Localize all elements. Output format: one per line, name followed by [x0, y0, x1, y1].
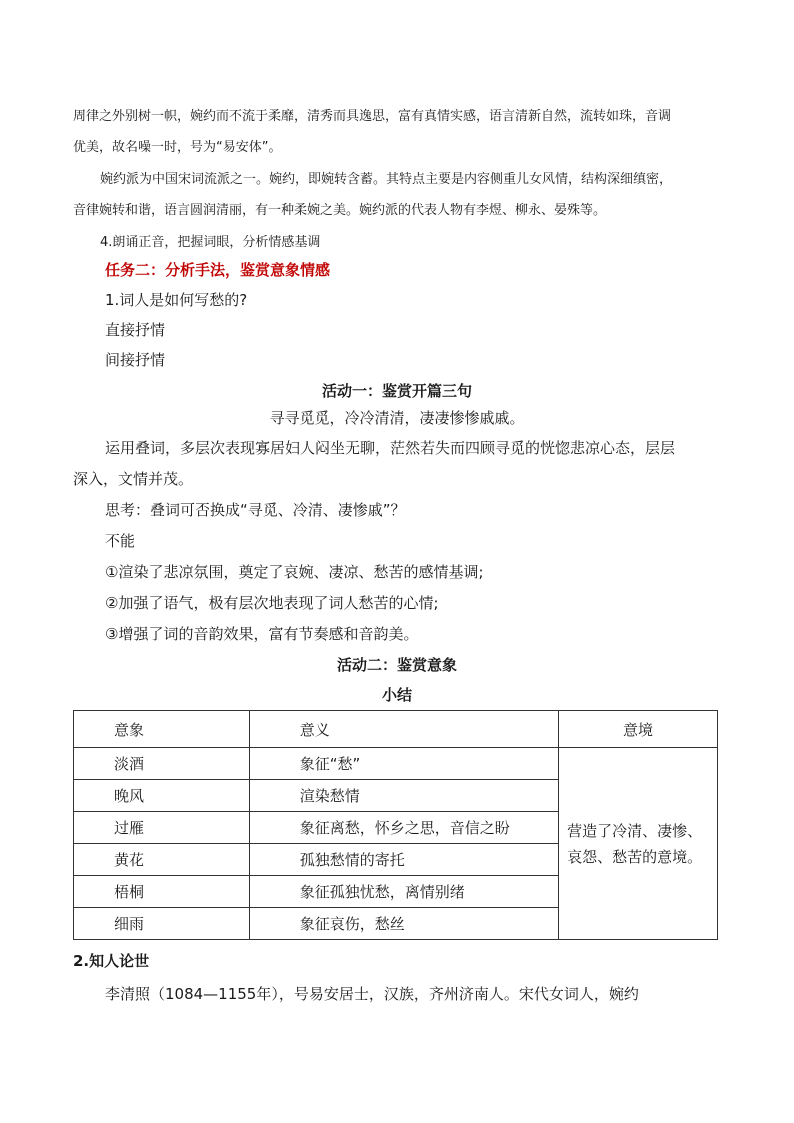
- header-meaning: 意义: [249, 711, 558, 748]
- cell-meaning: 孤独愁情的寄托: [249, 844, 558, 876]
- intro-line-3: 婉约派为中国宋词流派之一。婉约，即婉转含蓄。其特点主要是内容侧重儿女风情，结构深细缜密，: [100, 172, 673, 187]
- table-header-row: [74, 711, 718, 748]
- cell-meaning: 象征哀伤，愁丝: [249, 908, 558, 940]
- cell-meaning: 渲染愁情: [249, 780, 558, 812]
- section-2-title: 2.知人论世: [73, 952, 150, 970]
- intro-line-2: 优美，故名噪一时，号为“易安体”。: [73, 140, 282, 155]
- cell-imagery: 黄花: [74, 844, 250, 876]
- cell-imagery: 细雨: [74, 908, 250, 940]
- table-row: [74, 748, 718, 780]
- cell-imagery: 淡酒: [74, 748, 250, 780]
- point-2: ②加强了语气，极有层次地表现了词人愁苦的心情;: [105, 594, 439, 612]
- task-2-title: 任务二：分析手法，鉴赏意象情感: [105, 261, 331, 279]
- activity-1-title: 活动一：鉴赏开篇三句: [321, 382, 472, 400]
- point-1: ①渲染了悲凉氛围，奠定了哀婉、凄凉、愁苦的感情基调;: [105, 563, 484, 581]
- question-1: 1.词人是如何写愁的?: [105, 291, 248, 309]
- cell-meaning: 象征离愁，怀乡之思，音信之盼: [249, 812, 558, 844]
- cell-meaning: 象征孤独忧愁，离情别绪: [249, 876, 558, 908]
- poem-line: 寻寻觅觅，冷冷清清，凄凄惨惨戚戚。: [269, 409, 525, 427]
- analysis-line-1: 运用叠词，多层次表现寡居妇人闷坐无聊，茫然若失而四顾寻觅的恍惚悲凉心态，层层: [105, 439, 676, 457]
- point-3: ③增强了词的音韵效果，富有节奏感和音韵美。: [105, 625, 419, 643]
- header-mood: 意境: [559, 711, 718, 748]
- intro-line-1: 周律之外别树一帜，婉约而不流于柔靡，清秀而具逸思，富有真情实感，语言清新自然，流转如珠，音调: [73, 109, 672, 124]
- header-imagery: 意象: [74, 711, 250, 748]
- summary-title: 小结: [381, 686, 412, 704]
- step-4-heading: 4.朗诵正音，把握词眼，分析情感基调: [100, 235, 321, 250]
- answer-direct: 直接抒情: [105, 321, 166, 339]
- cell-imagery: 晚风: [74, 780, 250, 812]
- analysis-line-2: 深入，文情并茂。: [73, 470, 194, 488]
- imagery-table: [73, 710, 718, 940]
- activity-2-title: 活动二：鉴赏意象: [336, 656, 457, 674]
- cell-meaning: 象征“愁”: [249, 748, 558, 780]
- think-question: 思考：叠词可否换成“寻觅、冷清、凄惨戚”？: [105, 501, 406, 519]
- intro-line-4: 音律婉转和谐，语言圆润清丽，有一种柔婉之美。婉约派的代表人物有李煜、柳永、晏殊等。: [73, 203, 607, 218]
- cell-mood-merged: 营造了冷清、凄惨、哀怨、愁苦的意境。: [559, 748, 718, 940]
- think-answer: 不能: [105, 532, 136, 550]
- cell-imagery: 过雁: [74, 812, 250, 844]
- author-bio-line: 李清照（1084—1155年），号易安居士，汉族，齐州济南人。宋代女词人，婉约: [105, 985, 639, 1003]
- answer-indirect: 间接抒情: [105, 351, 166, 369]
- cell-imagery: 梧桐: [74, 876, 250, 908]
